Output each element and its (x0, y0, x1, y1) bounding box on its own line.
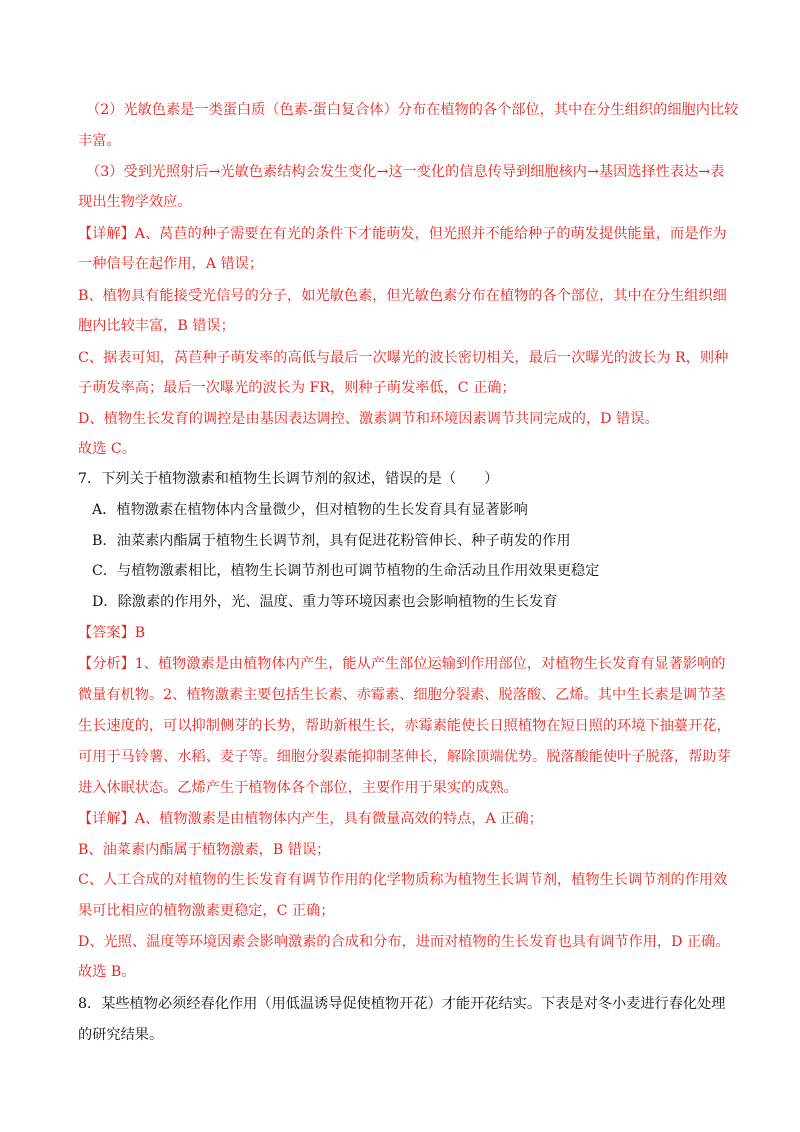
answer-line: C、人工合成的对植物的生长发育有调节作用的化学物质称为植物生长调节剂，植物生长调节剂的作用效 (78, 872, 728, 888)
answer-line: 生长速度的，可以抑制侧芽的长势，帮助新根生长，赤霉素能使长日照植物在短日照的环境下抽薹开花， (78, 718, 731, 734)
answer-line: 丰富。 (78, 133, 121, 149)
option-a: A．植物激素在植物体内含量微少，但对植物的生长发育具有显著影响 (92, 502, 528, 518)
answer-line: 【详解】A、植物激素是由植物体内产生，具有微量高效的特点，A 正确； (78, 811, 543, 827)
answer-line: 微量有机物。2、植物激素主要包括生长素、赤霉素、细胞分裂素、脱落酸、乙烯。其中生长素是调节茎 (78, 687, 726, 703)
answer-line: 【详解】A、莴苣的种子需要在有光的条件下才能萌发，但光照并不能给种子的萌发提供能量，而是作为 (78, 226, 727, 242)
answer-line: 故选 C。 (78, 441, 136, 457)
answer-line: 现出生物学效应。 (78, 194, 192, 210)
answer-key: 【答案】B (78, 625, 146, 641)
answer-line: 故选 B。 (78, 964, 136, 980)
answer-line: 子萌发率高；最后一次曝光的波长为 FR，则种子萌发率低，C 正确； (78, 380, 516, 396)
option-b: B．油菜素内酯属于植物生长调节剂，具有促进花粉管伸长、种子萌发的作用 (92, 533, 571, 549)
answer-line: 果可比相应的植物激素更稳定，C 正确； (78, 903, 335, 919)
answer-line: 进入休眠状态。乙烯产生于植物体各个部位，主要作用于果实的成熟。 (78, 780, 518, 796)
option-c: C．与植物激素相比，植物生长调节剂也可调节植物的生命活动且作用效果更稳定 (92, 563, 600, 579)
question-stem: 7．下列关于植物激素和植物生长调节剂的叙述，错误的是（ ） (78, 471, 499, 487)
question-stem: 的研究结果。 (78, 1027, 164, 1043)
answer-line: 一种信号在起作用，A 错误； (78, 256, 264, 272)
option-d: D．除激素的作用外，光、温度、重力等环境因素也会影响植物的生长发育 (92, 594, 558, 610)
answer-line: 可用于马铃薯、水稻、麦子等。细胞分裂素能抑制茎伸长，解除顶端优势。脱落酸能使叶子脱落，帮助芽 (78, 749, 731, 765)
answer-line: B、植物具有能接受光信号的分子，如光敏色素，但光敏色素分布在植物的各个部位，其中在分生组织细 (78, 288, 727, 304)
answer-line: 胞内比较丰富，B 错误； (78, 318, 235, 334)
answer-line: 【分析】1、植物激素是由植物体内产生，能从产生部位运输到作用部位，对植物生长发育有显著影响的 (78, 656, 726, 672)
question-stem: 8．某些植物必须经春化作用（用低温诱导促使植物开花）才能开花结实。下表是对冬小麦进行春化处理 (78, 996, 726, 1012)
answer-line: （3）受到光照射后→光敏色素结构会发生变化→这一变化的信息传导到细胞核内→基因选择性表达→表 (86, 164, 725, 180)
answer-line: （2）光敏色素是一类蛋白质（色素-蛋白复合体）分布在植物的各个部位，其中在分生组织的细胞内比较 (86, 102, 739, 118)
answer-line: D、植物生长发育的调控是由基因表达调控、激素调节和环境因素调节共同完成的，D 错误。 (78, 411, 659, 427)
answer-line: D、光照、温度等环境因素会影响激素的合成和分布，进而对植物的生长发育也具有调节作用，D 正确。 (78, 934, 730, 950)
answer-line: C、据表可知，莴苣种子萌发率的高低与最后一次曝光的波长密切相关，最后一次曝光的波长为 R，则种 (78, 350, 729, 366)
answer-line: B、油菜素内酯属于植物激素，B 错误； (78, 842, 331, 858)
